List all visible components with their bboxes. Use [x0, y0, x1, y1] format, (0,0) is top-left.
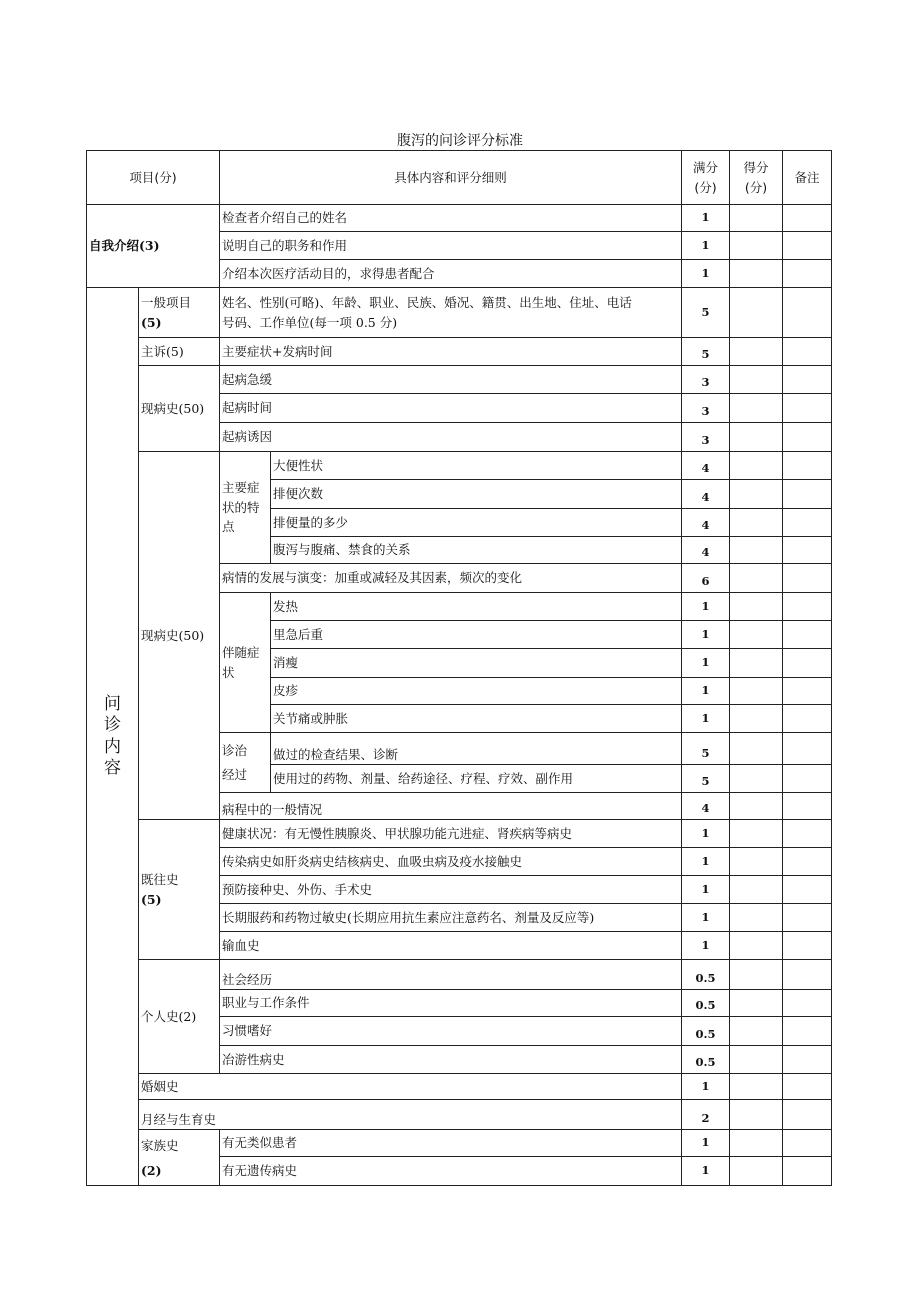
note-cell[interactable] — [783, 288, 832, 338]
note-cell[interactable] — [783, 820, 832, 848]
row-text: 病程中的一般情况 — [220, 793, 682, 820]
score-cell[interactable] — [730, 960, 783, 990]
score-cell[interactable] — [730, 848, 783, 876]
row-text: 长期服药和药物过敏史(长期应用抗生素应注意药名、剂量及反应等) — [220, 904, 682, 932]
row-score: 1 — [682, 705, 730, 733]
row-text: 使用过的药物、剂量、给药途径、疗程、疗效、副作用 — [271, 765, 682, 793]
row-text: 传染病史如肝炎病史结核病史、血吸虫病及疫水接触史 — [220, 848, 682, 876]
scoring-table — [86, 150, 832, 1186]
row-text: 关节痛或肿胀 — [271, 705, 682, 733]
chief-complaint-label: 主诉(5) — [139, 338, 220, 366]
note-cell[interactable] — [783, 232, 832, 260]
table-row — [87, 338, 832, 366]
inquiry-content-label: 问 诊 内 容 — [87, 288, 139, 1186]
note-cell[interactable] — [783, 932, 832, 960]
note-cell[interactable] — [783, 366, 832, 394]
table-row — [87, 1130, 832, 1157]
row-text: 社会经历 — [220, 960, 682, 990]
header-got-score: 得分 (分) — [730, 151, 783, 205]
note-cell[interactable] — [783, 564, 832, 593]
note-cell[interactable] — [783, 990, 832, 1017]
row-text: 健康状况：有无慢性胰腺炎、甲状腺功能亢进症、肾疾病等病史 — [220, 820, 682, 848]
note-cell[interactable] — [783, 1100, 832, 1130]
note-cell[interactable] — [783, 480, 832, 509]
row-score: 1 — [682, 1130, 730, 1157]
note-cell[interactable] — [783, 537, 832, 564]
header-item: 项目(分) — [87, 151, 220, 205]
note-cell[interactable] — [783, 793, 832, 820]
note-cell[interactable] — [783, 509, 832, 537]
note-cell[interactable] — [783, 593, 832, 621]
table-row — [87, 960, 832, 990]
row-score: 1 — [682, 1157, 730, 1186]
score-cell[interactable] — [730, 649, 783, 678]
row-score: 4 — [682, 537, 730, 564]
score-cell[interactable] — [730, 876, 783, 904]
row-text: 有无遗传病史 — [220, 1157, 682, 1186]
note-cell[interactable] — [783, 260, 832, 288]
row-score: 1 — [682, 649, 730, 678]
score-cell[interactable] — [730, 564, 783, 593]
row-text: 里急后重 — [271, 621, 682, 649]
row-text: 有无类似患者 — [220, 1130, 682, 1157]
table-row — [87, 1074, 832, 1100]
table-row — [87, 366, 832, 394]
self-intro-label: 自我介绍(3) — [87, 205, 220, 288]
note-cell[interactable] — [783, 1130, 832, 1157]
row-score: 4 — [682, 793, 730, 820]
note-cell[interactable] — [783, 876, 832, 904]
note-cell[interactable] — [783, 452, 832, 480]
score-cell[interactable] — [730, 932, 783, 960]
row-text: 姓名、性别(可略)、年龄、职业、民族、婚况、籍贯、出生地、住址、电话 号码、工作单位(每一项 0.5 分) — [220, 288, 682, 338]
row-score: 1 — [682, 621, 730, 649]
score-cell[interactable] — [730, 1046, 783, 1074]
row-score: 3 — [682, 423, 730, 452]
table-row — [87, 820, 832, 848]
header-content: 具体内容和评分细则 — [220, 151, 682, 205]
header-row — [87, 151, 832, 205]
note-cell[interactable] — [783, 960, 832, 990]
table-row — [87, 1100, 832, 1130]
row-text: 做过的检查结果、诊断 — [271, 733, 682, 765]
row-text: 消瘦 — [271, 649, 682, 678]
row-score: 1 — [682, 876, 730, 904]
score-cell[interactable] — [730, 1130, 783, 1157]
score-cell[interactable] — [730, 1017, 783, 1046]
score-cell[interactable] — [730, 537, 783, 564]
accompany-symptom-label: 伴随症 状 — [220, 593, 271, 733]
note-cell[interactable] — [783, 394, 832, 423]
note-cell[interactable] — [783, 1017, 832, 1046]
table-row — [87, 452, 832, 480]
score-cell[interactable] — [730, 621, 783, 649]
row-score: 6 — [682, 564, 730, 593]
note-cell[interactable] — [783, 205, 832, 232]
score-cell[interactable] — [730, 593, 783, 621]
row-text: 主要症状+发病时间 — [220, 338, 682, 366]
row-score: 1 — [682, 932, 730, 960]
note-cell[interactable] — [783, 1046, 832, 1074]
personal-history-label: 个人史(2) — [139, 960, 220, 1074]
row-score: 1 — [682, 260, 730, 288]
note-cell[interactable] — [783, 765, 832, 793]
score-cell[interactable] — [730, 820, 783, 848]
row-text: 职业与工作条件 — [220, 990, 682, 1017]
note-cell[interactable] — [783, 338, 832, 366]
row-score: 1 — [682, 232, 730, 260]
note-cell[interactable] — [783, 1074, 832, 1100]
family-history-label: 家族史 (2) — [139, 1130, 220, 1186]
score-cell[interactable] — [730, 394, 783, 423]
row-score: 2 — [682, 1100, 730, 1130]
page-title: 腹泻的问诊评分标准 — [397, 133, 523, 149]
row-score: 4 — [682, 509, 730, 537]
row-text: 介绍本次医疗活动目的，求得患者配合 — [220, 260, 682, 288]
score-cell[interactable] — [730, 1157, 783, 1186]
row-text: 发热 — [271, 593, 682, 621]
treatment-label: 诊治 经过 — [220, 733, 271, 793]
row-score: 5 — [682, 765, 730, 793]
note-cell[interactable] — [783, 678, 832, 705]
row-text: 病情的发展与演变：加重或减轻及其因素，频次的变化 — [220, 564, 682, 593]
row-score: 5 — [682, 338, 730, 366]
score-cell[interactable] — [730, 904, 783, 932]
row-score: 3 — [682, 394, 730, 423]
row-text: 检查者介绍自己的姓名 — [220, 205, 682, 232]
score-cell[interactable] — [730, 509, 783, 537]
score-cell[interactable] — [730, 1074, 783, 1100]
row-text: 起病时间 — [220, 394, 682, 423]
score-cell[interactable] — [730, 288, 783, 338]
row-score: 1 — [682, 1074, 730, 1100]
note-cell[interactable] — [783, 621, 832, 649]
row-score: 1 — [682, 820, 730, 848]
row-score: 1 — [682, 205, 730, 232]
row-score: 0.5 — [682, 990, 730, 1017]
note-cell[interactable] — [783, 733, 832, 765]
score-cell[interactable] — [730, 705, 783, 733]
score-cell[interactable] — [730, 452, 783, 480]
score-cell[interactable] — [730, 260, 783, 288]
score-cell[interactable] — [730, 990, 783, 1017]
score-cell[interactable] — [730, 765, 783, 793]
past-history-label: 既往史 (5) — [139, 820, 220, 960]
row-text: 起病急缓 — [220, 366, 682, 394]
score-cell[interactable] — [730, 678, 783, 705]
row-score: 0.5 — [682, 960, 730, 990]
note-cell[interactable] — [783, 1157, 832, 1186]
row-text: 腹泻与腹痛、禁食的关系 — [271, 537, 682, 564]
table-row — [87, 205, 832, 232]
row-text: 习惯嗜好 — [220, 1017, 682, 1046]
header-full-score: 满分 (分) — [682, 151, 730, 205]
score-cell[interactable] — [730, 793, 783, 820]
row-text: 冶游性病史 — [220, 1046, 682, 1074]
menstrual-history-label: 月经与生育史 — [139, 1100, 682, 1130]
header-note: 备注 — [783, 151, 832, 205]
row-text: 起病诱因 — [220, 423, 682, 452]
row-text: 说明自己的职务和作用 — [220, 232, 682, 260]
row-score: 4 — [682, 452, 730, 480]
row-text: 排便量的多少 — [271, 509, 682, 537]
row-score: 5 — [682, 733, 730, 765]
note-cell[interactable] — [783, 904, 832, 932]
score-cell[interactable] — [730, 423, 783, 452]
score-cell[interactable] — [730, 366, 783, 394]
row-score: 1 — [682, 904, 730, 932]
marriage-history-label: 婚姻史 — [139, 1074, 682, 1100]
row-score: 0.5 — [682, 1046, 730, 1074]
note-cell[interactable] — [783, 848, 832, 876]
score-cell[interactable] — [730, 1100, 783, 1130]
note-cell[interactable] — [783, 423, 832, 452]
row-score: 1 — [682, 678, 730, 705]
note-cell[interactable] — [783, 649, 832, 678]
row-text: 皮疹 — [271, 678, 682, 705]
row-text: 大便性状 — [271, 452, 682, 480]
row-score: 4 — [682, 480, 730, 509]
score-cell[interactable] — [730, 205, 783, 232]
row-score: 3 — [682, 366, 730, 394]
general-items-label: 一般项目 (5) — [139, 288, 220, 338]
row-score: 0.5 — [682, 1017, 730, 1046]
row-score: 1 — [682, 593, 730, 621]
score-cell[interactable] — [730, 338, 783, 366]
note-cell[interactable] — [783, 705, 832, 733]
score-cell[interactable] — [730, 733, 783, 765]
row-text: 输血史 — [220, 932, 682, 960]
row-score: 5 — [682, 288, 730, 338]
score-cell[interactable] — [730, 232, 783, 260]
row-score: 1 — [682, 848, 730, 876]
score-cell[interactable] — [730, 480, 783, 509]
main-symptom-label: 主要症 状的特 点 — [220, 452, 271, 564]
present-history-label: 现病史(50) — [139, 366, 220, 452]
present-history-label: 现病史(50) — [139, 452, 220, 820]
row-text: 预防接种史、外伤、手术史 — [220, 876, 682, 904]
table-row — [87, 288, 832, 338]
row-text: 排便次数 — [271, 480, 682, 509]
